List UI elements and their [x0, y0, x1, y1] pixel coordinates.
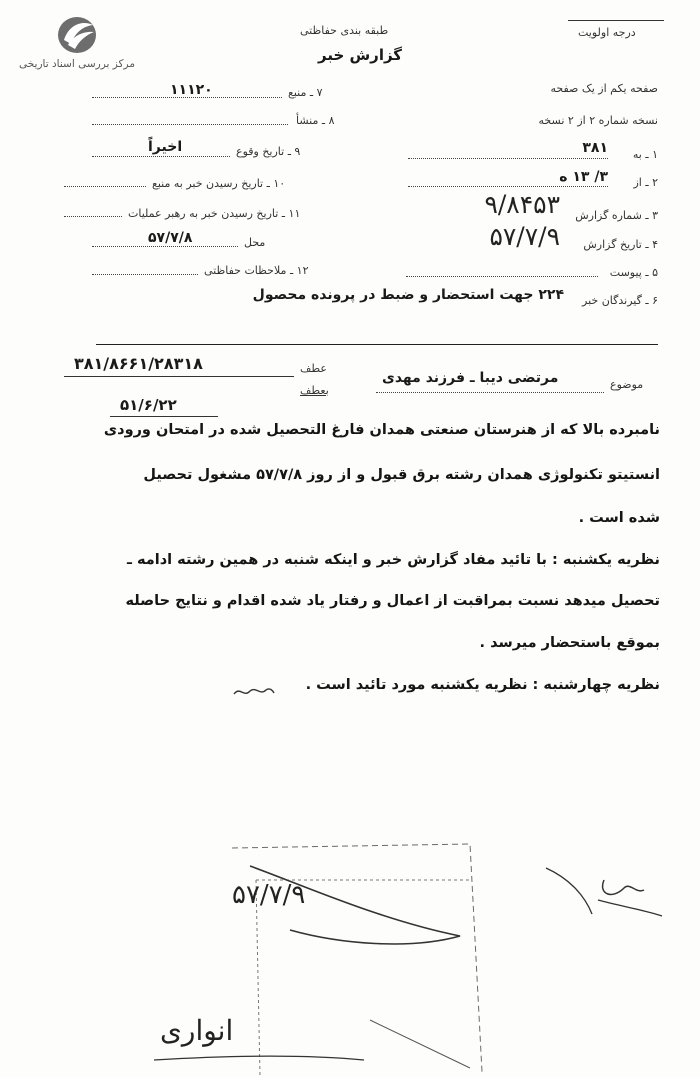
- priority-underline: [568, 20, 664, 21]
- signature-mark: [540, 850, 670, 928]
- field-9-value: اخیراً: [148, 139, 183, 155]
- field-4-value: ۵۷/۷/۹: [489, 222, 560, 251]
- field-8-dots: [92, 124, 288, 125]
- body-line-2: انستیتو تکنولوژی همدان رشته برق قبول و از روز ۵۷/۷/۸ مشغول تحصیل: [143, 467, 660, 483]
- priority-label: درجه اولویت: [578, 26, 636, 39]
- field-8-label: ۸ ـ منشأ: [296, 114, 335, 127]
- stamp-date: ۵۷/۷/۹: [232, 880, 306, 910]
- field-1-value: ۳۸۱: [582, 140, 608, 156]
- field-2-dots: [408, 186, 608, 187]
- field-10-label: ۱۰ ـ تاریخ رسیدن خبر به منبع: [152, 177, 286, 190]
- header-separator: [96, 344, 658, 345]
- body-line-1: نامبرده بالا که از هنرستان صنعتی همدان فارغ التحصیل شده در امتحان ورودی: [103, 422, 660, 438]
- archive-logo-text: مرکز بررسی اسناد تاریخی: [19, 58, 135, 70]
- reference-date-underline: [110, 416, 218, 417]
- archive-logo-icon: [53, 14, 101, 56]
- field-12-dots: [92, 274, 198, 275]
- field-9-label: ۹ ـ تاریخ وقوع: [236, 145, 301, 158]
- name-underline: [150, 1044, 370, 1068]
- subject-dots: [376, 392, 604, 393]
- initials-squiggle: [232, 684, 276, 700]
- subject-value: مرتضی دیبا ـ فرزند مهدی: [382, 370, 559, 386]
- archive-logo: [18, 14, 136, 70]
- field-7-label: ۷ ـ منبع: [288, 86, 323, 99]
- field-6-label: ۶ ـ گیرندگان خبر: [582, 294, 658, 307]
- field-7-dots: [92, 97, 282, 98]
- field-10-dots: [64, 186, 146, 187]
- field-12-label: ۱۲ ـ ملاحظات حفاظتی: [204, 264, 309, 277]
- stamp-box: [220, 840, 520, 1078]
- body-line-7: نظریه چهارشنبه : نظریه یکشنبه مورد تائید است .: [305, 677, 660, 693]
- field-5-label: ۵ ـ پیوست: [609, 266, 658, 279]
- place-label: محل: [244, 236, 266, 249]
- field-5-dots: [406, 276, 598, 277]
- stamp-name: انواری: [160, 1014, 234, 1047]
- copy-number: نسخه شماره ۲ از ۲ نسخه: [538, 114, 658, 127]
- field-1-label: ۱ ـ به: [632, 148, 658, 161]
- reference-date-label: بعطف: [300, 384, 329, 397]
- page-count: صفحه یکم از یک صفحه: [550, 82, 658, 95]
- reference-underline: [64, 376, 294, 377]
- field-3-label: ۳ ـ شماره گزارش: [575, 209, 658, 222]
- place-dots: [92, 246, 238, 247]
- field-9-dots: [92, 156, 230, 157]
- classification-label: طبقه بندی حفاظتی: [300, 24, 389, 37]
- reference-value: ۳۸۱/۸۶۶۱/۲۸۳۱۸: [74, 354, 203, 373]
- body-line-3: شده است .: [578, 510, 660, 526]
- field-3-value: ۹/۸۴۵۳: [484, 190, 560, 219]
- field-4-label: ۴ ـ تاریخ گزارش: [583, 238, 658, 251]
- subject-label: موضوع: [610, 378, 644, 391]
- field-7-value: ۱۱۱۲۰: [170, 82, 213, 98]
- body-line-6: بموقع باستحضار میرسد .: [479, 635, 660, 651]
- reference-date: ۵۱/۶/۲۲: [120, 396, 177, 414]
- field-6-value: ۲۲۴ جهت استحضار و ضبط در پرونده محصول: [252, 287, 564, 303]
- field-11-label: ۱۱ ـ تاریخ رسیدن خبر به رهبر عملیات: [128, 207, 301, 220]
- field-2-label: ۲ ـ از: [633, 176, 658, 189]
- report-title: گزارش خبر: [318, 46, 403, 64]
- field-2-value: ۳/ ۱۳ ه: [559, 169, 608, 185]
- field-11-dots: [64, 216, 122, 217]
- reference-label: عطف: [300, 362, 327, 375]
- body-line-5: تحصیل میدهد نسبت بمراقبت از اعمال و رفتار یاد شده اقدام و نتایج حاصله: [125, 593, 660, 609]
- body-line-4: نظریه یکشنبه : با تائید مفاد گزارش خبر و اینکه شنبه در همین رشته ادامه ـ: [126, 552, 660, 568]
- place-value: ۵۷/۷/۸: [148, 230, 193, 246]
- field-1-dots: [408, 158, 608, 159]
